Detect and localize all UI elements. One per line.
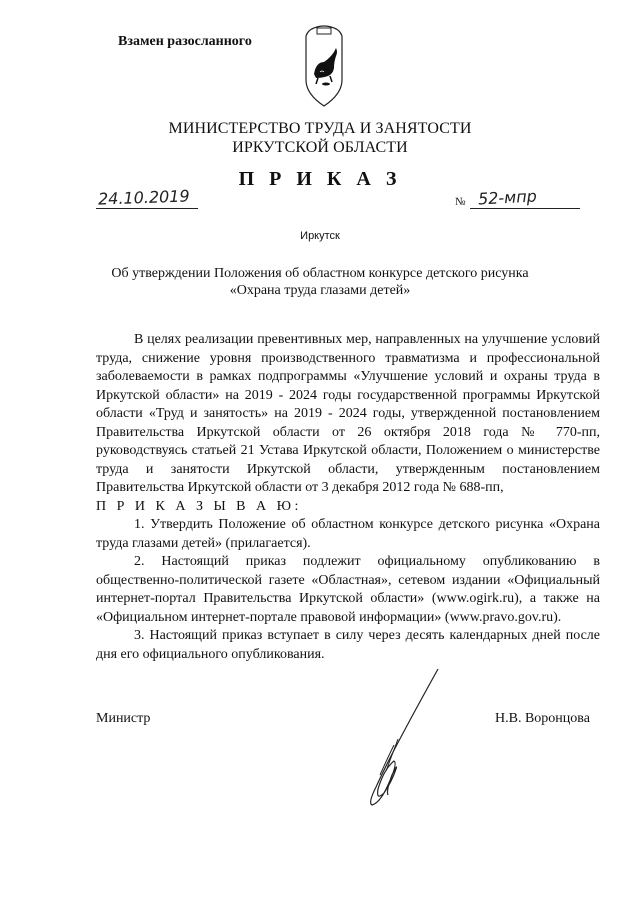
coat-of-arms-emblem (300, 22, 348, 110)
ministry-line-2: ИРКУТСКОЙ ОБЛАСТИ (232, 139, 408, 156)
order-date: 24.10.2019 (97, 186, 190, 209)
order-item-1: 1. Утвердить Положение об областном конкурсе детского рисунка «Охрана труда глазами детей» (прилагается). (96, 517, 600, 551)
order-title: П Р И К А З (238, 168, 402, 190)
order-item-3: 3. Настоящий приказ вступает в силу через десять календарных дней после дня его официального опубликования. (96, 628, 600, 662)
order-directive: П Р И К А З Ы В А Ю: (96, 498, 302, 514)
city-name: Иркутск (300, 230, 340, 242)
ministry-line-1: МИНИСТЕРСТВО ТРУДА И ЗАНЯТОСТИ (168, 120, 472, 137)
signatory-title: Министр (96, 711, 151, 726)
order-subject (100, 265, 540, 299)
replacement-note: Взамен разосланного (118, 34, 252, 49)
order-number: 52-мпр (477, 186, 538, 209)
subject-line-2: «Охрана труда глазами детей» (229, 283, 411, 298)
ministry-name (0, 119, 640, 157)
handwritten-signature (358, 665, 448, 815)
date-underline (96, 208, 198, 209)
order-body (96, 331, 600, 664)
subject-line-1: Об утверждении Положения об областном конкурсе детского рисунка (111, 266, 529, 281)
signatory-name: Н.В. Воронцова (495, 711, 590, 726)
order-item-2: 2. Настоящий приказ подлежит официальному опубликованию в общественно-политической газете «Областная», сетевом издании «Официальный интернет-портал Правительства Иркутской области» (www.ogirk.ru), а также на «Официальном интернет-портале правовой информации» (www.pravo.gov.ru). (96, 554, 600, 625)
preamble-paragraph: В целях реализации превентивных мер, направленных на улучшение условий труда, снижение уровня производственного травматизма и профессиональной заболеваемости в рамках подпрограммы «Улучшение условий и охраны труда в Иркутской области» на 2019 - 2024 годы государственной программы Иркутской области «Труд и занятость» на 2019 - 2024 годы, утвержденной постановлением Правительства Иркутской области от 26 октября 2018 года № 770-пп, руководствуясь статьей 21 Устава Иркутской области, Положением о министерстве труда и занятости Иркутской области, утвержденным постановлением Правительства Иркутской области от 3 декабря 2012 года № 688-пп, (96, 332, 600, 495)
number-sign: № (455, 196, 466, 208)
number-underline (470, 208, 580, 209)
